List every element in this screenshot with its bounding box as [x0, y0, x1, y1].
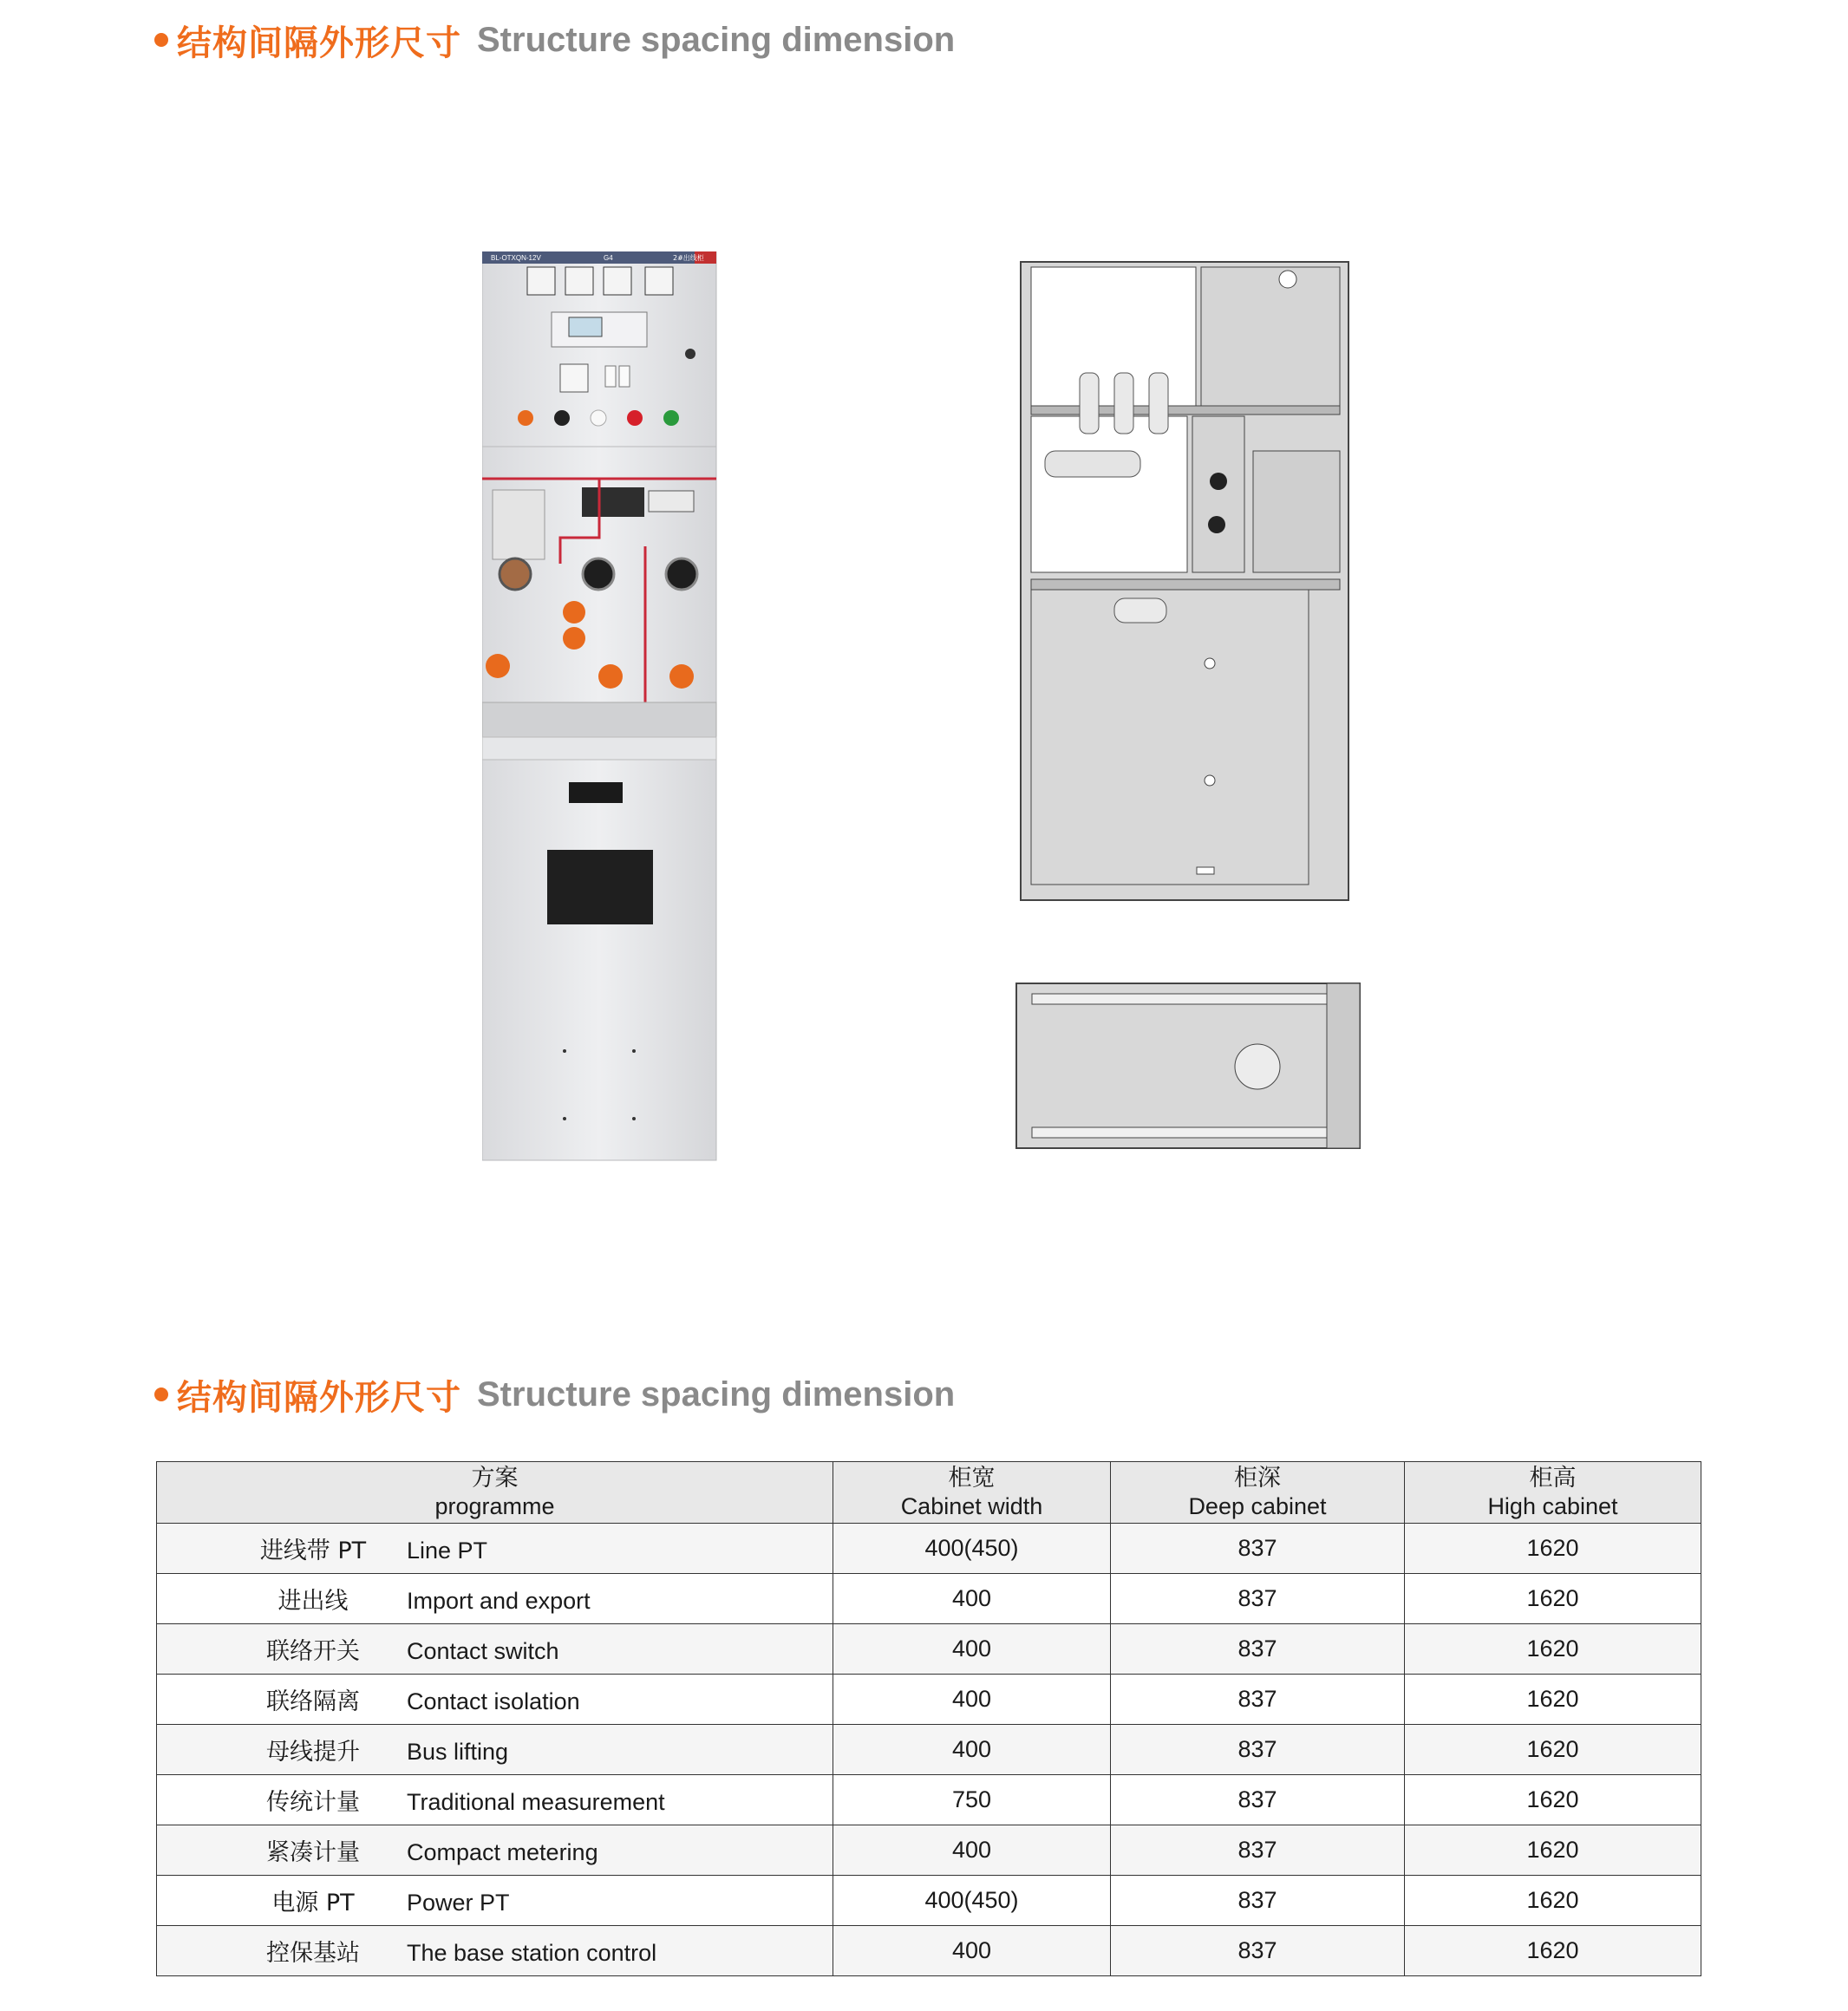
height-cell: 1620	[1405, 1725, 1701, 1775]
table-row	[157, 1675, 1701, 1725]
table-row	[157, 1876, 1701, 1926]
cabinet-name-label: 2#出线柜	[673, 254, 704, 262]
heading-en: Structure spacing dimension	[477, 20, 956, 59]
height-cell: 1620	[1405, 1926, 1701, 1976]
table-row	[157, 1825, 1701, 1876]
heading-zh: 结构间隔外形尺寸	[177, 1377, 461, 1418]
header-zh: 柜深	[1234, 1465, 1281, 1492]
depth-cell: 837	[1111, 1825, 1405, 1876]
height-cell: 1620	[1405, 1775, 1701, 1825]
depth-cell: 837	[1111, 1524, 1405, 1574]
width-cell: 400	[833, 1926, 1111, 1976]
programme-en: Contact switch	[407, 1638, 559, 1664]
programme-en: Line PT	[407, 1538, 488, 1564]
section-heading	[154, 14, 955, 66]
programme-zh: 传统计量	[266, 1789, 360, 1816]
programme-cell	[157, 1876, 833, 1926]
table-row	[157, 1574, 1701, 1624]
programme-zh: 控保基站	[266, 1940, 360, 1967]
programme-en: Power PT	[407, 1890, 510, 1916]
cabinet-front-view	[482, 251, 720, 1162]
programme-cell	[157, 1725, 833, 1775]
programme-zh: 联络开关	[266, 1638, 360, 1665]
header-height	[1405, 1462, 1701, 1524]
height-cell: 1620	[1405, 1524, 1701, 1574]
programme-en: Bus lifting	[407, 1739, 509, 1765]
model-label: BL-OTXQN-12V	[491, 254, 541, 262]
depth-cell: 837	[1111, 1876, 1405, 1926]
header-zh: 柜宽	[948, 1465, 996, 1492]
code-label: G4	[604, 254, 613, 262]
header-en: programme	[434, 1493, 555, 1519]
header-programme	[157, 1462, 833, 1524]
depth-cell: 837	[1111, 1725, 1405, 1775]
cabinet-top-view	[1015, 980, 1362, 1153]
depth-cell: 837	[1111, 1926, 1405, 1976]
depth-cell: 837	[1111, 1574, 1405, 1624]
width-cell: 400	[833, 1825, 1111, 1876]
bushings	[1080, 373, 1168, 434]
depth-cell: 837	[1111, 1775, 1405, 1825]
header-width	[833, 1462, 1111, 1524]
programme-en: Import and export	[407, 1588, 591, 1614]
width-cell: 400(450)	[833, 1876, 1111, 1926]
programme-zh: 进出线	[278, 1588, 349, 1615]
height-cell: 1620	[1405, 1825, 1701, 1876]
table-row	[157, 1624, 1701, 1675]
programme-cell	[157, 1675, 833, 1725]
programme-cell	[157, 1524, 833, 1574]
heading-zh: 结构间隔外形尺寸	[177, 23, 461, 63]
section-heading	[154, 1368, 955, 1420]
height-cell: 1620	[1405, 1574, 1701, 1624]
programme-cell	[157, 1624, 833, 1675]
programme-en: Traditional measurement	[407, 1789, 665, 1815]
header-zh: 方案	[471, 1465, 519, 1492]
table-row	[157, 1775, 1701, 1825]
width-cell: 400(450)	[833, 1524, 1111, 1574]
programme-zh: 联络隔离	[266, 1688, 360, 1715]
dimension-table	[156, 1461, 1701, 1976]
table-row	[157, 1926, 1701, 1976]
ventilation-grille	[547, 850, 653, 924]
programme-en: The base station control	[407, 1940, 657, 1966]
width-cell: 400	[833, 1675, 1111, 1725]
programme-cell	[157, 1825, 833, 1876]
height-cell: 1620	[1405, 1675, 1701, 1725]
height-cell: 1620	[1405, 1624, 1701, 1675]
bullet-dot	[154, 1387, 168, 1401]
width-cell: 400	[833, 1574, 1111, 1624]
table-row	[157, 1725, 1701, 1775]
header-en: Deep cabinet	[1188, 1493, 1327, 1519]
height-cell: 1620	[1405, 1876, 1701, 1926]
header-en: High cabinet	[1487, 1493, 1618, 1519]
programme-zh: 母线提升	[266, 1739, 360, 1766]
cabinet-side-view	[1019, 260, 1354, 902]
programme-zh: 电源 PT	[271, 1890, 355, 1916]
header-zh: 柜高	[1529, 1465, 1577, 1492]
programme-cell	[157, 1574, 833, 1624]
programme-en: Compact metering	[407, 1839, 598, 1865]
programme-en: Contact isolation	[407, 1688, 580, 1714]
programme-zh: 进线带 PT	[259, 1538, 367, 1564]
width-cell: 400	[833, 1725, 1111, 1775]
programme-cell	[157, 1926, 833, 1976]
header-depth	[1111, 1462, 1405, 1524]
table-header-row	[157, 1462, 1701, 1524]
width-cell: 400	[833, 1624, 1111, 1675]
programme-zh: 紧凑计量	[266, 1839, 360, 1866]
depth-cell: 837	[1111, 1675, 1405, 1725]
header-en: Cabinet width	[900, 1493, 1043, 1519]
table-row	[157, 1524, 1701, 1574]
bullet-dot	[154, 33, 168, 47]
programme-cell	[157, 1775, 833, 1825]
width-cell: 750	[833, 1775, 1111, 1825]
depth-cell: 837	[1111, 1624, 1405, 1675]
heading-en: Structure spacing dimension	[477, 1374, 956, 1414]
